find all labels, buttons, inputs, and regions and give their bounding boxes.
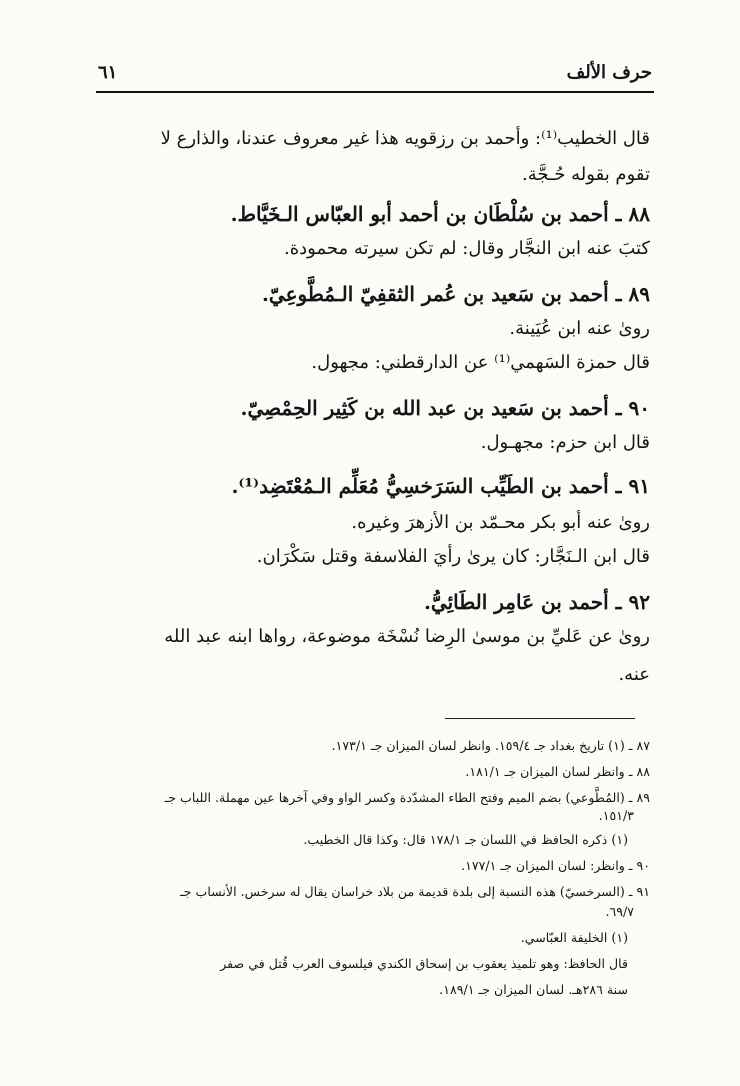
footnote-line: ٨٧ ـ (١) تاريخ بغداد جـ ١٥٩/٤. وانظر لسان الميزان جـ ١٧٣/١. — [331, 738, 650, 753]
footnote-line: ٦٩/٧. — [605, 904, 634, 919]
entry-heading-88: ٨٨ ـ أحمد بن سُلْطَان بن أحمد أبو العبّاس الـخَيَّاط. — [230, 202, 650, 226]
footnote-line: ٩٠ ـ وانظر: لسان الميزان جـ ١٧٧/١. — [461, 858, 650, 873]
footnote-line: ٨٩ ـ (المُطَّوعي) بضم الميم وفتح الطاء المشدّدة وكسر الواو وفي آخرها عين مهملة. اللباب جـ — [164, 790, 650, 805]
body-line: كتبَ عنه ابن النجَّار وقال: لم تكن سيرته محمودة. — [284, 238, 650, 259]
body-line: روىٰ عنه ابن عُيَينة. — [509, 318, 650, 339]
entry-heading-90: ٩٠ ـ أحمد بن سَعيد بن عبد الله بن كَثِير الحِمْصِيّ. — [240, 396, 650, 420]
footnote-line: ١٥١/٣. — [598, 808, 634, 823]
body-line: قال الخطيب⁽¹⁾: وأحمد بن رزقويه هذا غير معروف عندنا، والذارع لا — [160, 128, 650, 149]
entry-heading-89: ٨٩ ـ أحمد بن سَعيد بن عُمر الثقفِيّ الـمُطَّوعِيّ. — [261, 282, 650, 306]
body-line: تقوم بقوله حُـجَّة. — [522, 164, 650, 185]
body-line: قال حمزة السَهمي⁽¹⁾ عن الدارقطني: مجهول. — [311, 352, 650, 373]
body-line: قال ابن الـنَجَّار: كان يرىٰ رأيَ الفلاسفة وقتل سَكْرَان. — [256, 546, 650, 567]
header-divider — [96, 91, 654, 93]
body-line: قال ابن حزم: مجهـول. — [480, 432, 650, 453]
body-line: روىٰ عنه أبو بكر محـمّد بن الأزهرَ وغيره. — [351, 512, 650, 533]
footnote-line: (١) ذكره الحافظ في اللسان جـ ١٧٨/١ قال: وكذا قال الخطيب. — [303, 832, 628, 847]
entry-heading-92: ٩٢ ـ أحمد بن عَامِر الطَائِيُّ. — [423, 590, 650, 614]
footnote-divider — [445, 718, 635, 719]
footnote-line: ٩١ ـ (السرخسيّ) هذه النسبة إلى بلدة قديمة من بلاد خراسان يقال له سرخس. الأنساب جـ — [179, 884, 650, 899]
footnote-line: (١) الخليفة العبّاسي. — [520, 930, 628, 945]
page-header — [98, 62, 652, 90]
page-number: ٦١ — [98, 62, 118, 83]
body-line: عنه. — [618, 664, 650, 685]
chapter-title: حرف الألف — [566, 62, 652, 83]
footnote-line: سنة ٢٨٦هـ. لسان الميزان جـ ١٨٩/١. — [439, 982, 628, 997]
entry-heading-91: ٩١ ـ أحمد بن الطَيِّب السَرَخسِيُّ مُعَلِّم الـمُعْتَضِد⁽¹⁾. — [231, 474, 650, 498]
footnote-line: قال الحافظ: وهو تلميذ يعقوب بن إسحاق الكندي فيلسوف العرب قُتل في صفر — [220, 956, 628, 971]
body-line: روىٰ عن عَليِّ بن موسىٰ الرِضا نُسْخَة موضوعة، رواها ابنه عبد الله — [164, 626, 650, 647]
footnote-line: ٨٨ ـ وانظر لسان الميزان جـ ١٨١/١. — [465, 764, 650, 779]
